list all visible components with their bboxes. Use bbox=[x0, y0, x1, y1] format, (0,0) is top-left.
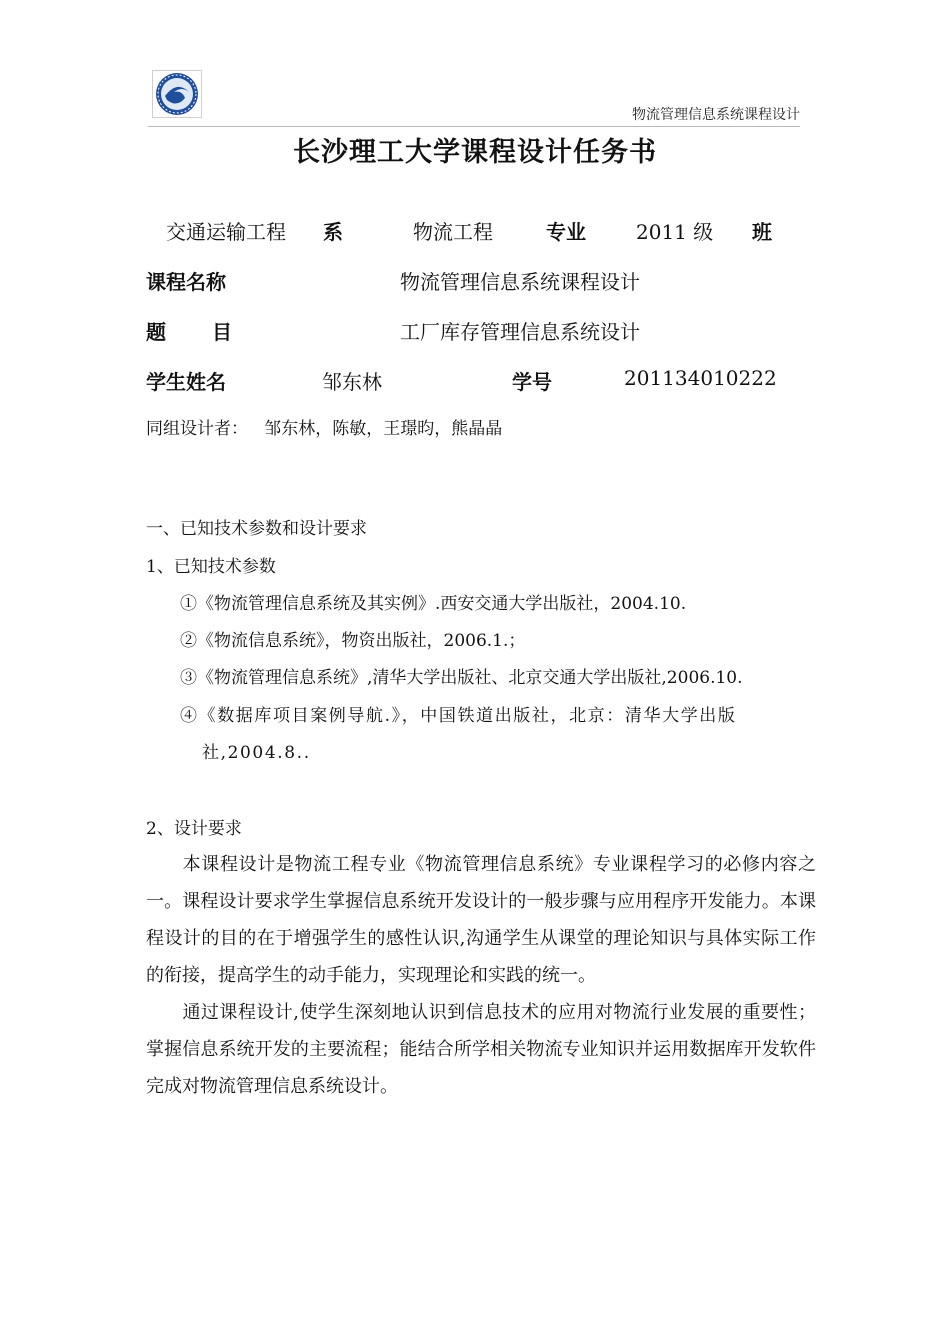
section-heading: 一、已知技术参数和设计要求 bbox=[146, 519, 367, 539]
university-logo bbox=[152, 70, 202, 118]
department-label: 系 bbox=[323, 220, 343, 244]
major-label: 专业 bbox=[546, 220, 586, 244]
reference-item: ②《物流信息系统》，物资出版社，2006.1.； bbox=[180, 631, 526, 651]
class-label: 班 bbox=[752, 220, 772, 244]
major-value: 物流工程 bbox=[413, 220, 493, 244]
course-label: 课程名称 bbox=[146, 270, 226, 294]
topic-label-1: 题 bbox=[146, 320, 166, 344]
header-divider bbox=[148, 126, 800, 127]
student-value: 邹东林 bbox=[322, 370, 382, 394]
student-label: 学生姓名 bbox=[146, 370, 226, 394]
paragraph-text: 通过课程设计,使学生深刻地认识到信息技术的应用对物流行业发展的重要性；掌握信息系统开发的主要流程；能结合所学相关物流专业知识并运用数据库开发软件完成对物流管理信息系统设计。 bbox=[146, 1002, 816, 1097]
document-title: 长沙理工大学课程设计任务书 bbox=[293, 137, 657, 168]
reference-item: ①《物流管理信息系统及其实例》.西安交通大学出版社，2004.10. bbox=[180, 594, 687, 614]
student-id-value: 201134010222 bbox=[624, 366, 777, 390]
group-members: 同组设计者： 邹东林，陈敏，王璟昀，熊晶晶 bbox=[146, 419, 503, 439]
topic-value: 工厂库存管理信息系统设计 bbox=[400, 320, 640, 344]
paragraph bbox=[146, 994, 816, 1105]
paragraph bbox=[146, 846, 816, 994]
reference-item: ③《物流管理信息系统》,清华大学出版社、北京交通大学出版社,2006.10. bbox=[180, 668, 743, 688]
running-header: 物流管理信息系统课程设计 bbox=[632, 107, 800, 123]
student-id-label: 学号 bbox=[512, 370, 552, 394]
subsection-heading: 2、设计要求 bbox=[146, 819, 242, 839]
reference-item-continued: 社,2004.8.. bbox=[202, 743, 311, 763]
grade-value: 2011 级 bbox=[636, 220, 714, 244]
subsection-heading: 1、已知技术参数 bbox=[146, 557, 276, 577]
reference-item: ④《数据库项目案例导航.》，中国铁道出版社，北京：清华大学出版 bbox=[180, 706, 737, 726]
course-value: 物流管理信息系统课程设计 bbox=[400, 270, 640, 294]
department-value: 交通运输工程 bbox=[166, 220, 286, 244]
paragraph-text: 本课程设计是物流工程专业《物流管理信息系统》专业课程学习的必修内容之一。课程设计要求学生掌握信息系统开发设计的一般步骤与应用程序开发能力。本课程设计的目的在于增强学生的感性认识,沟通学生从课堂的理论知识与具体实际工作的衔接，提高学生的动手能力，实现理论和实践的统一。 bbox=[146, 854, 816, 986]
topic-label-2: 目 bbox=[212, 320, 232, 344]
